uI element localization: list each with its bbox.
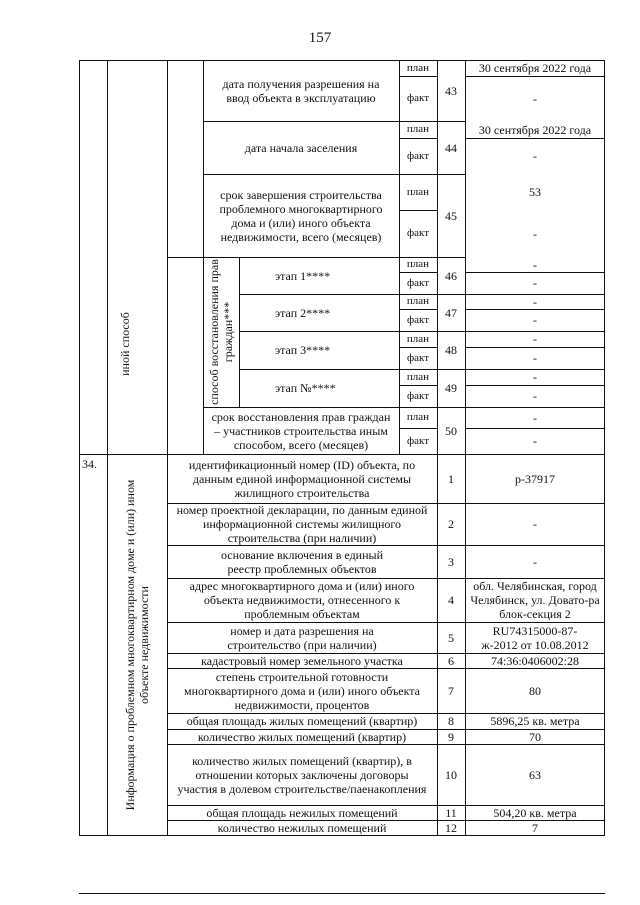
footer-rule: [79, 893, 605, 894]
s34-row-2-label: номер проектной декларации, по данным единой информационной системы жилищного строительства (при наличии): [176, 503, 428, 545]
stage-3-plan-label: план: [406, 332, 430, 345]
row-43-plan-label: план: [406, 61, 430, 74]
s34-row-6-label: кадастровый номер земельного участка: [201, 653, 403, 668]
page-number: 157: [308, 30, 332, 46]
s34-row-5-value: RU74315000-87-ж-2012 от 10.08.2012: [481, 623, 589, 652]
stage-3-number: 48: [445, 343, 457, 357]
s34-row-4-value: обл. Челябинская, город Челябинск, ул. Довато-ра блок-секция 2: [470, 579, 600, 621]
s34-row-7-number: 7: [448, 683, 454, 698]
s34-row-1-value: p-37917: [515, 471, 555, 486]
s34-row-5-label: номер и дата разрешения на строительство (при наличии): [227, 623, 377, 652]
stage-n-plan-value: -: [533, 370, 537, 384]
stage-1-fact-value: -: [533, 276, 537, 290]
row-45-fact-label: факт: [406, 227, 430, 239]
s34-row-9-number: 9: [448, 729, 454, 744]
row-43-plan-value: 30 сентября 2022 года: [478, 61, 592, 75]
stage-3-label: этап 3****: [275, 343, 331, 357]
stage-n-fact-value: -: [533, 389, 537, 403]
row-50-label: срок восстановления прав граждан – участников строительства иным способом, всего (месяцев): [211, 409, 391, 452]
stage-2-number: 47: [445, 305, 457, 320]
stage-2-plan-label: план: [406, 295, 430, 307]
section-number: 34.: [82, 457, 97, 471]
stage-3-fact-label: факт: [406, 351, 430, 364]
row-50-fact-value: -: [533, 434, 537, 448]
s34-row-8-label: общая площадь жилых помещений (квартир): [186, 714, 418, 728]
s34-row-12-label: количество нежилых помещений: [217, 820, 387, 835]
row-45-plan-label: план: [406, 185, 430, 198]
s34-row-6-number: 6: [448, 653, 454, 668]
stage-n-fact-label: факт: [406, 389, 430, 402]
s34-row-2-value: -: [533, 517, 537, 531]
s34-row-4-number: 4: [448, 593, 454, 607]
row-43-number: 43: [445, 83, 457, 98]
s34-row-6-value: 74:36:0406002:28: [490, 653, 579, 668]
row-43-fact-label: факт: [406, 92, 430, 104]
s34-row-1-label: идентификационный номер (ID) объекта, по данным единой информационной системы жилищного строительства: [188, 457, 416, 500]
s34-row-5-number: 5: [448, 630, 454, 645]
stage-1-plan-value: -: [533, 257, 537, 272]
s34-row-1-number: 1: [448, 471, 454, 486]
stage-1-number: 46: [445, 268, 457, 283]
row-45-fact-value: -: [533, 226, 537, 241]
stage-2-fact-label: факт: [406, 313, 430, 326]
stage-2-plan-value: -: [533, 294, 537, 309]
row-43-fact-value: -: [533, 91, 537, 106]
row-44-plan-label: план: [406, 123, 430, 135]
row-43-label: дата получения разрешения на ввод объекта в эксплуатацию: [222, 76, 380, 105]
row-44-fact-label: факт: [406, 149, 430, 162]
stage-n-label: этап №****: [275, 381, 336, 395]
s34-row-8-number: 8: [448, 714, 454, 728]
s34-row-9-value: 70: [529, 729, 541, 744]
s34-row-2-number: 2: [448, 517, 454, 531]
s34-row-4-label: адрес многоквартирного дома и (или) иного объекта недвижимости, отнесенного к проблемным объектам: [189, 579, 415, 621]
row-45-label: срок завершения строительства проблемного многоквартирного дома и (или) иного объекта недвижимости, всего (месяцев): [219, 187, 383, 244]
s34-row-8-value: 5896,25 кв. метра: [490, 714, 580, 728]
section-title: Информация о проблемном многоквартирном доме и (или) ином объекте недвижимости: [123, 479, 151, 811]
s34-row-3-number: 3: [448, 554, 454, 569]
s34-row-7-value: 80: [529, 683, 541, 698]
row-45-plan-value: 53: [529, 185, 541, 199]
other-method-label: иной способ: [118, 312, 132, 376]
stage-3-fact-value: -: [533, 351, 537, 365]
s34-row-7-label: степень строительной готовности многоквартирного дома и (или) иного объекта недвижимости, процентов: [183, 669, 420, 712]
s34-row-11-label: общая площадь нежилых помещений: [206, 805, 398, 820]
stage-1-fact-label: факт: [406, 276, 430, 289]
stage-3-plan-value: -: [533, 332, 537, 346]
stage-n-plan-label: план: [406, 370, 430, 383]
row-50-number: 50: [445, 423, 457, 438]
s34-row-12-number: 12: [445, 820, 457, 835]
restore-method-label: способ восстановления прав граждан***: [207, 259, 235, 405]
s34-row-11-number: 11: [445, 805, 457, 820]
s34-row-10-value: 63: [529, 767, 541, 782]
data-table: [79, 60, 605, 836]
s34-row-3-value: -: [533, 554, 537, 569]
s34-row-3-label: основание включения в единый реестр проблемных объектов: [220, 547, 384, 576]
s34-row-12-value: 7: [532, 820, 538, 835]
row-50-plan-label: план: [406, 411, 430, 423]
row-50-fact-label: факт: [406, 434, 430, 447]
stage-2-label: этап 2****: [275, 305, 331, 320]
s34-row-10-number: 10: [445, 767, 457, 782]
row-45-number: 45: [445, 208, 457, 223]
row-44-fact-value: -: [533, 149, 537, 163]
row-50-plan-value: -: [533, 410, 537, 425]
stage-2-fact-value: -: [533, 313, 537, 327]
row-44-label: дата начала заселения: [244, 140, 358, 155]
s34-row-10-label: количество жилых помещений (квартир), в отношении которых заключены договоры участия в долевом строительстве/паенакопления: [177, 753, 427, 796]
stage-1-plan-label: план: [406, 258, 430, 270]
s34-row-9-label: количество жилых помещений (квартир): [197, 729, 407, 744]
row-44-number: 44: [445, 140, 457, 155]
stage-1-label: этап 1****: [275, 268, 331, 283]
stage-n-number: 49: [445, 381, 457, 395]
row-44-plan-value: 30 сентября 2022 года: [478, 122, 592, 137]
s34-row-11-value: 504,20 кв. метра: [493, 805, 577, 820]
